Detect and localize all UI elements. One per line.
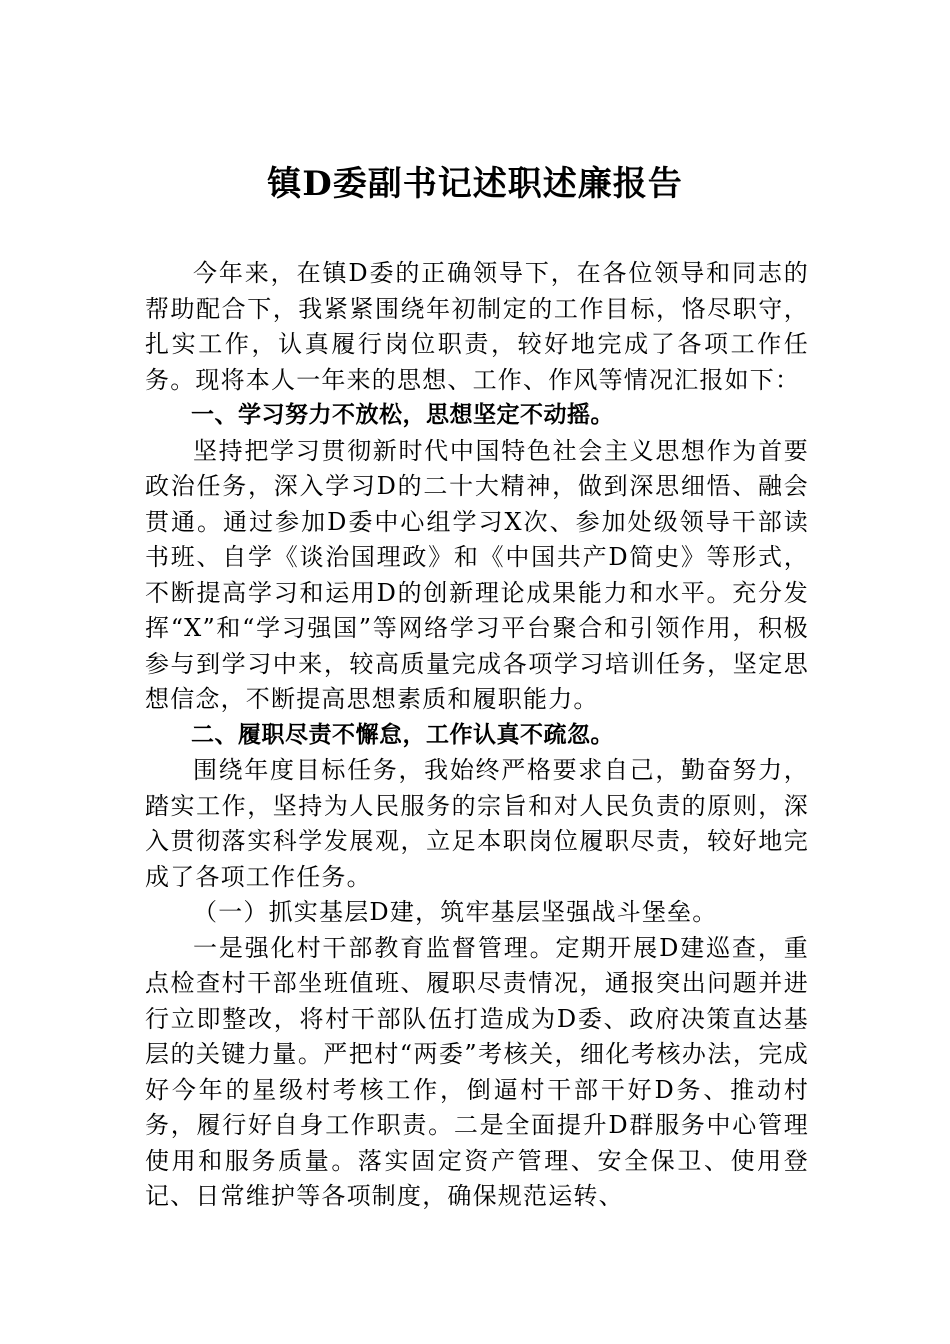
subsection-1-paragraph: 一是强化村干部教育监督管理。定期开展D建巡查，重点检查村干部坐班值班、履职尽责情况，通报突出问题并进行立即整改，将村干部队伍打造成为D委、政府决策直达基层的关键力量。严把村“两委”考核关，细化考核办法，完成好今年的星级村考核工作，倒逼村干部干好D务、推动村务，履行好自身工作职责。二是全面提升D群服务中心管理使用和服务质量。落实固定资产管理、安全保卫、使用登记、日常维护等各项制度，确保规范运转、 (145, 933, 809, 1210)
document-title: 镇D委副书记述职述廉报告 (267, 164, 683, 204)
intro-paragraph: 今年来，在镇D委的正确领导下，在各位领导和同志的帮助配合下，我紧紧围绕年初制定的工作目标，恪尽职守，扎实工作，认真履行岗位职责，较好地完成了各项工作任务。现将本人一年来的思想、工作、作风等情况汇报如下： (145, 259, 809, 394)
section-1-paragraph: 坚持把学习贯彻新时代中国特色社会主义思想作为首要政治任务，深入学习D的二十大精神，做到深思细悟、融会贯通。通过参加D委中心组学习X次、参加处级领导干部读书班、自学《谈治国理政》和《中国共产D简史》等形式，不断提高学习和运用D的创新理论成果能力和水平。充分发挥“X”和“学习强国”等网络学习平台聚合和引领作用，积极参与到学习中来，较高质量完成各项学习培训任务，坚定思想信念，不断提高思想素质和履职能力。 (145, 436, 809, 713)
section-heading-2: 二、履职尽责不懈怠，工作认真不疏忽。 (191, 721, 614, 748)
section-heading-1: 一、学习努力不放松，思想坚定不动摇。 (191, 402, 614, 428)
subsection-heading-1: （一）抓实基层D建，筑牢基层坚强战斗堡垒。 (193, 898, 718, 926)
document-body (145, 256, 809, 1215)
section-2-paragraph: 围绕年度目标任务，我始终严格要求自己，勤奋努力，踏实工作，坚持为人民服务的宗旨和对人民负责的原则，深入贯彻落实科学发展观，立足本职岗位履职尽责，较好地完成了各项工作任务。 (145, 756, 809, 891)
